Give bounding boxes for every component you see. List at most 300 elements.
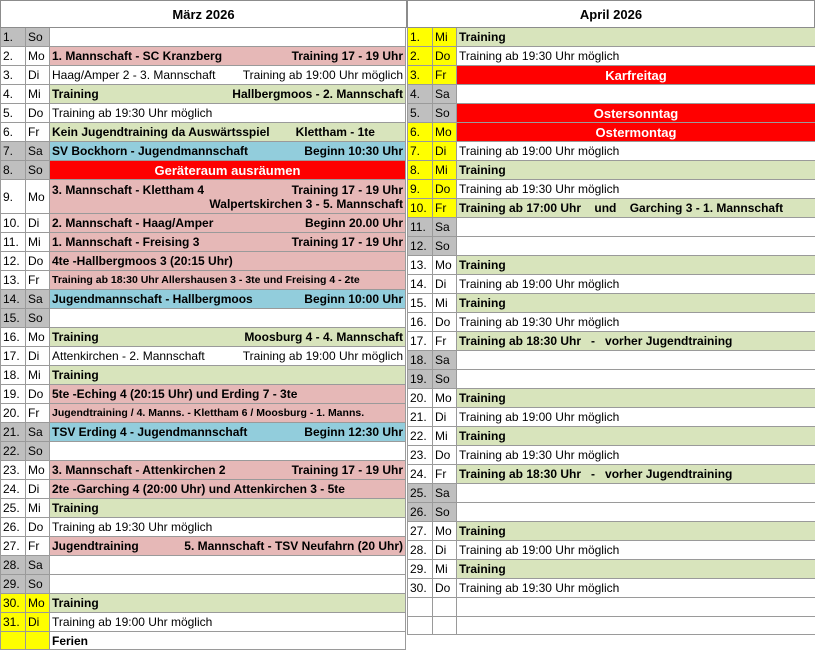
table-row (0, 556, 407, 575)
day-number: 13. (0, 271, 26, 290)
event-text: Training (52, 330, 99, 344)
day-number: 21. (407, 408, 433, 427)
day-number: 19. (0, 385, 26, 404)
event-cell (50, 214, 406, 233)
april-header (407, 0, 815, 28)
table-row (407, 237, 815, 256)
event-cell (50, 85, 406, 104)
event-time: Moosburg 4 - 4. Mannschaft (244, 330, 403, 344)
table-row (0, 252, 407, 271)
event-cell (457, 370, 815, 389)
event-cell (50, 613, 406, 632)
event-text: 4te -Hallbergmoos 3 (20:15 Uhr) (52, 254, 233, 268)
table-row (0, 442, 407, 461)
weekday: Di (433, 275, 457, 294)
event-cell (50, 290, 406, 309)
weekday: Do (26, 252, 50, 271)
event-text: Training ab 19:00 Uhr möglich (459, 277, 620, 291)
weekday: Mi (433, 427, 457, 446)
event-cell (50, 423, 406, 442)
event-cell (50, 556, 406, 575)
day-number: 9. (407, 180, 433, 199)
day-number: 26. (407, 503, 433, 522)
table-row (407, 85, 815, 104)
weekday: Mi (433, 161, 457, 180)
event-cell (50, 480, 406, 499)
day-number: 4. (407, 85, 433, 104)
day-number: 29. (407, 560, 433, 579)
day-number: 7. (407, 142, 433, 161)
weekday: So (433, 503, 457, 522)
event-text: Training ab 19:30 Uhr möglich (459, 49, 620, 63)
legend-row (0, 632, 407, 650)
table-row (407, 560, 815, 579)
event-cell (50, 347, 406, 366)
weekday: Fr (26, 271, 50, 290)
day-number: 18. (407, 351, 433, 370)
event-text: Training (459, 296, 506, 310)
event-time: Training 17 - 19 Uhr (291, 49, 403, 63)
weekday: Sa (433, 218, 457, 237)
event-cell (457, 294, 815, 313)
event-cell (50, 366, 406, 385)
table-row (407, 389, 815, 408)
day-number: 5. (0, 104, 26, 123)
table-row (407, 427, 815, 446)
event-cell (50, 66, 406, 85)
table-row (0, 104, 407, 123)
event-cell (457, 579, 815, 598)
weekday: Mo (26, 47, 50, 66)
event-text: Jugendmannschaft - Hallbergmoos (52, 292, 253, 306)
table-row (407, 142, 815, 161)
day-number: 28. (407, 541, 433, 560)
day-number-empty (407, 598, 433, 617)
event-cell (50, 123, 406, 142)
weekday: So (433, 237, 457, 256)
weekday: Fr (433, 332, 457, 351)
event-cell (457, 598, 815, 617)
event-cell (457, 313, 815, 332)
table-row (0, 85, 407, 104)
table-row (0, 180, 407, 214)
event-cell (457, 28, 815, 47)
event-text: Training ab 19:00 Uhr möglich (459, 144, 620, 158)
event-text: Training ab 18:30 Uhr Allershausen 3 - 3te und Freising 4 - 2te (52, 274, 360, 286)
day-number: 9. (0, 180, 26, 214)
weekday: Di (433, 541, 457, 560)
march-header (0, 0, 407, 28)
event-text: Training ab 17:00 Uhr und Garching 3 - 1. Mannschaft (459, 201, 784, 215)
weekday: Fr (26, 404, 50, 423)
weekday: Sa (433, 484, 457, 503)
event-text: Training ab 19:30 Uhr möglich (459, 315, 620, 329)
event-text: Training ab 19:30 Uhr möglich (52, 520, 213, 534)
table-row (407, 370, 815, 389)
day-number: 31. (0, 613, 26, 632)
day-number: 24. (407, 465, 433, 484)
weekday: Do (433, 313, 457, 332)
weekday: Do (433, 446, 457, 465)
table-row (0, 233, 407, 252)
event-text: Training ab 18:30 Uhr - vorher Jugendtraining (459, 334, 733, 348)
weekday: So (26, 28, 50, 47)
event-text: Training (459, 258, 506, 272)
event-cell (457, 218, 815, 237)
event-text: Ostersonntag (593, 105, 679, 121)
weekday: Mi (26, 233, 50, 252)
day-number: 11. (407, 218, 433, 237)
event-cell (50, 499, 406, 518)
event-cell (457, 503, 815, 522)
event-text: Karfreitag (605, 67, 667, 83)
event-text: Training ab 19:30 Uhr möglich (459, 448, 620, 462)
event-text: Training ab 19:30 Uhr möglich (52, 106, 213, 120)
day-number: 6. (407, 123, 433, 142)
event-text: Jugendtraining / 4. Manns. - Klettham 6 / Moosburg - 1. Manns. (52, 407, 365, 419)
table-row (407, 522, 815, 541)
day-number: 6. (0, 123, 26, 142)
table-row (0, 499, 407, 518)
event-cell (50, 404, 406, 423)
event-text: Training ab 19:00 Uhr möglich (52, 615, 213, 629)
day-number: 18. (0, 366, 26, 385)
table-row (0, 123, 407, 142)
event-cell (457, 142, 815, 161)
day-number: 14. (0, 290, 26, 309)
event-time: 5. Mannschaft - TSV Neufahrn (20 Uhr) (184, 539, 403, 553)
day-number: 3. (407, 66, 433, 85)
event-cell (457, 123, 815, 142)
event-text: Ostermontag (595, 124, 677, 140)
event-time: Beginn 20.00 Uhr (304, 216, 403, 230)
weekday: Di (26, 480, 50, 499)
table-row (0, 404, 407, 423)
event-cell (50, 385, 406, 404)
table-row (407, 598, 815, 617)
table-row (0, 271, 407, 290)
event-cell (50, 594, 406, 613)
event-cell (50, 575, 406, 594)
event-time: Training 17 - 19 Uhr (291, 182, 403, 197)
day-number: 13. (407, 256, 433, 275)
event-time: Training 17 - 19 Uhr (291, 235, 403, 249)
day-number: 17. (407, 332, 433, 351)
event-text: Training (52, 87, 99, 101)
table-row (0, 594, 407, 613)
table-row (407, 446, 815, 465)
day-number: 27. (0, 537, 26, 556)
weekday-empty (433, 617, 457, 635)
day-number: 16. (0, 328, 26, 347)
event-text: Training (459, 562, 506, 576)
weekday: Sa (26, 423, 50, 442)
table-row (0, 385, 407, 404)
event-text: Training (459, 163, 506, 177)
day-number: 15. (0, 309, 26, 328)
weekday: Do (26, 104, 50, 123)
event-text: Training (459, 524, 506, 538)
event-cell (457, 47, 815, 66)
table-row (0, 28, 407, 47)
event-text: 1. Mannschaft - Freising 3 (52, 235, 200, 249)
weekday: Mo (433, 123, 457, 142)
table-row (0, 214, 407, 233)
weekday: Mo (26, 594, 50, 613)
april-table (407, 28, 815, 635)
event-text: TSV Erding 4 - Jugendmannschaft (52, 425, 248, 439)
event-text: Training ab 19:30 Uhr möglich (459, 581, 620, 595)
event-time: Beginn 12:30 Uhr (304, 425, 403, 439)
day-number: 25. (407, 484, 433, 503)
weekday: Mo (433, 256, 457, 275)
table-row (407, 617, 815, 635)
event-time: Klettham - 1te (295, 125, 375, 139)
event-cell (50, 180, 406, 214)
day-number: 17. (0, 347, 26, 366)
day-number: 4. (0, 85, 26, 104)
event-cell (50, 161, 406, 180)
table-row (0, 142, 407, 161)
day-number: 26. (0, 518, 26, 537)
event-cell (50, 104, 406, 123)
event-cell (50, 537, 406, 556)
day-number: 14. (407, 275, 433, 294)
day-number: 23. (0, 461, 26, 480)
table-row (0, 423, 407, 442)
event-cell (50, 233, 406, 252)
march-title: März 2026 (172, 6, 235, 22)
legend-text: Ferien (52, 633, 89, 648)
table-row (0, 347, 407, 366)
table-row (0, 461, 407, 480)
event-text: Training (459, 30, 506, 44)
event-cell (457, 256, 815, 275)
table-row (407, 313, 815, 332)
table-row (407, 275, 815, 294)
weekday: Di (26, 66, 50, 85)
day-number: 7. (0, 142, 26, 161)
event-text: Attenkirchen - 2. Mannschaft (52, 349, 205, 363)
day-number: 29. (0, 575, 26, 594)
weekday: Di (26, 347, 50, 366)
day-number: 8. (0, 161, 26, 180)
day-number: 22. (0, 442, 26, 461)
day-number: 12. (407, 237, 433, 256)
table-row (407, 199, 815, 218)
day-number: 11. (0, 233, 26, 252)
weekday: Di (26, 214, 50, 233)
table-row (407, 180, 815, 199)
weekday: Do (433, 579, 457, 598)
day-number: 23. (407, 446, 433, 465)
table-row (407, 66, 815, 85)
table-row (0, 309, 407, 328)
weekday: Sa (26, 142, 50, 161)
table-row (407, 218, 815, 237)
weekday: Mi (26, 85, 50, 104)
event-text: Training (459, 391, 506, 405)
table-row (407, 47, 815, 66)
table-row (0, 480, 407, 499)
table-row (407, 465, 815, 484)
weekday: Di (433, 142, 457, 161)
event-time: Beginn 10:30 Uhr (304, 144, 403, 158)
weekday: Do (26, 518, 50, 537)
event-cell (457, 351, 815, 370)
weekday: Sa (433, 85, 457, 104)
day-number: 28. (0, 556, 26, 575)
table-row (0, 613, 407, 632)
event-cell (50, 271, 406, 290)
day-number: 2. (407, 47, 433, 66)
table-row (407, 104, 815, 123)
day-number: 10. (407, 199, 433, 218)
event-text: 1. Mannschaft - SC Kranzberg (52, 49, 223, 63)
table-row (407, 161, 815, 180)
weekday: Mi (433, 294, 457, 313)
weekday: So (26, 442, 50, 461)
event-cell (457, 389, 815, 408)
day-number: 3. (0, 66, 26, 85)
day-number: 27. (407, 522, 433, 541)
weekday: Fr (26, 123, 50, 142)
event-text: Haag/Amper 2 - 3. Mannschaft (52, 68, 216, 82)
event-cell (50, 518, 406, 537)
event-cell (457, 199, 815, 218)
weekday: Do (433, 180, 457, 199)
weekday: Fr (433, 66, 457, 85)
event-cell (50, 442, 406, 461)
table-row (407, 579, 815, 598)
table-row (0, 47, 407, 66)
event-text: Training ab 19:30 Uhr möglich (459, 182, 620, 196)
weekday: Mo (433, 389, 457, 408)
day-number: 30. (0, 594, 26, 613)
weekday: So (26, 575, 50, 594)
weekday: Mi (26, 366, 50, 385)
event-cell (457, 161, 815, 180)
weekday: Sa (26, 290, 50, 309)
event-text: 5te -Eching 4 (20:15 Uhr) und Erding 7 - 3te (52, 387, 298, 401)
day-number: 30. (407, 579, 433, 598)
event-cell (457, 560, 815, 579)
event-cell (457, 484, 815, 503)
table-row (407, 123, 815, 142)
event-cell (50, 461, 406, 480)
legend-swatch (0, 632, 26, 650)
weekday: Mi (26, 499, 50, 518)
event-cell (50, 252, 406, 271)
event-text: Training ab 19:00 Uhr möglich (459, 410, 620, 424)
table-row (407, 28, 815, 47)
april-title: April 2026 (579, 6, 643, 22)
weekday: Do (433, 47, 457, 66)
weekday: Sa (26, 556, 50, 575)
weekday: So (26, 309, 50, 328)
event-cell (457, 237, 815, 256)
event-text: Training (52, 501, 99, 515)
event-time: Training ab 19:00 Uhr möglich (242, 68, 403, 82)
event-cell (457, 427, 815, 446)
event-text: Training (459, 429, 506, 443)
day-number: 25. (0, 499, 26, 518)
event-cell (457, 522, 815, 541)
event-cell (50, 47, 406, 66)
event-text: 2te -Garching 4 (20:00 Uhr) und Attenkirchen 3 - 5te (52, 482, 345, 496)
event-text: Geräteraum ausräumen (154, 162, 301, 178)
table-row (407, 503, 815, 522)
day-number: 1. (407, 28, 433, 47)
weekday: Mo (26, 180, 50, 214)
day-number: 16. (407, 313, 433, 332)
weekday: Do (26, 385, 50, 404)
day-number: 24. (0, 480, 26, 499)
day-number: 20. (0, 404, 26, 423)
event-time: Training 17 - 19 Uhr (291, 463, 403, 477)
march-table (0, 28, 407, 650)
weekday: Mo (433, 522, 457, 541)
event-cell (457, 85, 815, 104)
event-text: 2. Mannschaft - Haag/Amper (52, 216, 214, 230)
event-time: Beginn 10:00 Uhr (304, 292, 403, 306)
weekday: Di (26, 613, 50, 632)
event-cell (50, 142, 406, 161)
table-row (407, 408, 815, 427)
day-number: 12. (0, 252, 26, 271)
table-row (0, 575, 407, 594)
event-cell (457, 275, 815, 294)
day-number: 8. (407, 161, 433, 180)
weekday: So (433, 370, 457, 389)
legend-swatch-2 (26, 632, 50, 650)
event-text: Training ab 19:00 Uhr möglich (459, 543, 620, 557)
event-text: SV Bockhorn - Jugendmannschaft (52, 144, 249, 158)
day-number: 2. (0, 47, 26, 66)
event-text: Kein Jugendtraining da Auswärtsspiel (52, 125, 270, 139)
weekday: Sa (433, 351, 457, 370)
event-cell (457, 104, 815, 123)
event-cell (50, 309, 406, 328)
weekday: Mo (26, 461, 50, 480)
event-cell (457, 541, 815, 560)
event-cell (457, 408, 815, 427)
weekday: Di (433, 408, 457, 427)
table-row (407, 541, 815, 560)
event-text: 3. Mannschaft - Klettham 4 (52, 182, 205, 197)
table-row (407, 294, 815, 313)
day-number: 10. (0, 214, 26, 233)
event-text-secondary: Walpertskirchen 3 - 5. Mannschaft (209, 196, 403, 211)
event-cell (457, 66, 815, 85)
table-row (407, 351, 815, 370)
weekday-empty (433, 598, 457, 617)
table-row (407, 256, 815, 275)
day-number: 15. (407, 294, 433, 313)
legend-label (50, 632, 406, 650)
event-cell (457, 465, 815, 484)
table-row (0, 328, 407, 347)
table-row (0, 161, 407, 180)
event-text: 3. Mannschaft - Attenkirchen 2 (52, 463, 226, 477)
event-cell (50, 328, 406, 347)
day-number: 19. (407, 370, 433, 389)
event-text: Training (52, 368, 99, 382)
event-time: Training ab 19:00 Uhr möglich (242, 349, 403, 363)
weekday: Fr (433, 199, 457, 218)
event-time: Hallbergmoos - 2. Mannschaft (232, 87, 403, 101)
weekday: So (26, 161, 50, 180)
